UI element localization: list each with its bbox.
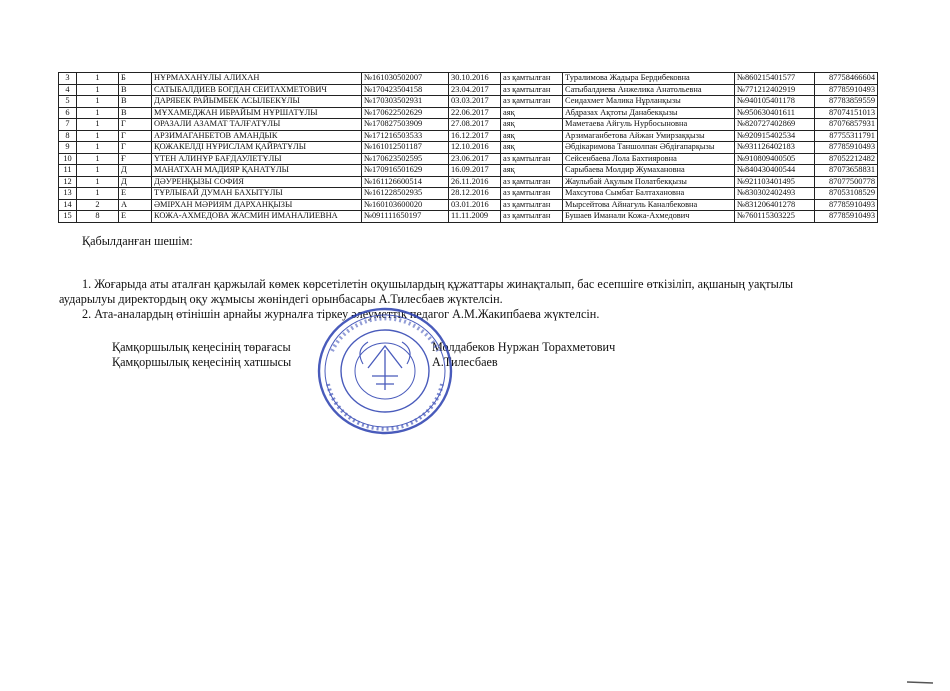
cell-parent-iin: №760115303225 (735, 211, 815, 223)
cell-class-letter: Б (119, 73, 152, 85)
cell-student-iin: №170623502595 (362, 153, 449, 165)
cell-student-name: МҰХАМЕДЖАН ИБРАЙЫМ НҰРШАТҰЛЫ (152, 107, 362, 119)
cell-student-name: КОЖА-АХМЕДОВА ЖАСМИН ИМАНАЛИЕВНА (152, 211, 362, 223)
cell-birth-date: 03.03.2017 (449, 96, 501, 108)
cell-phone: 87077500778 (815, 176, 878, 188)
cell-category: аяқ (501, 142, 563, 154)
cell-grade: 1 (77, 130, 119, 142)
cell-parent-name: Сатыбалдиева Анжелика Анатольевна (563, 84, 735, 96)
cell-grade: 1 (77, 165, 119, 177)
cell-class-letter: В (119, 84, 152, 96)
cell-grade: 1 (77, 96, 119, 108)
cell-phone: 87785910493 (815, 211, 878, 223)
cell-student-iin: №170916501629 (362, 165, 449, 177)
official-stamp-seal (316, 306, 454, 436)
cell-category: аяқ (501, 119, 563, 131)
cell-student-iin: №161126600514 (362, 176, 449, 188)
table-row (59, 73, 878, 85)
cell-student-iin: №170622502629 (362, 107, 449, 119)
recipients-table (58, 72, 878, 223)
cell-birth-date: 11.11.2009 (449, 211, 501, 223)
table-row (59, 107, 878, 119)
cell-student-iin: №160103600020 (362, 199, 449, 211)
cell-parent-name: Туралимова Жадыра Бердибековна (563, 73, 735, 85)
secretary-title: Қамқоршылық кеңесінің хатшысы (112, 355, 292, 369)
cell-row-number: 11 (59, 165, 77, 177)
chair-title: Қамқоршылық кеңесінің төрағасы (112, 340, 291, 354)
cell-grade: 8 (77, 211, 119, 223)
cell-parent-iin: №920915402534 (735, 130, 815, 142)
cell-birth-date: 12.10.2016 (449, 142, 501, 154)
cell-grade: 1 (77, 107, 119, 119)
cell-student-iin: №161012501187 (362, 142, 449, 154)
cell-student-iin: №171216503533 (362, 130, 449, 142)
cell-category: аз қамтылған (501, 199, 563, 211)
cell-student-name: ДАРЯБЕК РАЙЫМБЕК АСЫЛБЕКҰЛЫ (152, 96, 362, 108)
chair-name: Молдабеков Нуржан Торахметович (432, 340, 616, 354)
cell-parent-name: Арзимаганбетова Айжан Умирзаққызы (563, 130, 735, 142)
cell-category: аз қамтылған (501, 73, 563, 85)
cell-parent-iin: №860215401577 (735, 73, 815, 85)
corner-scan-mark (905, 680, 935, 685)
cell-parent-iin: №940105401178 (735, 96, 815, 108)
cell-grade: 1 (77, 153, 119, 165)
cell-birth-date: 28.12.2016 (449, 188, 501, 200)
cell-parent-iin: №831206401278 (735, 199, 815, 211)
cell-student-name: АРЗИМАГАНБЕТОВ АМАНДЫК (152, 130, 362, 142)
cell-phone: 87785910493 (815, 84, 878, 96)
decision-item-2: 2. Ата-аналардың өтінішін арнайы журналға тіркеу әлеуметтік педагог А.М.Жакипбаева жүктелсін. (82, 307, 600, 321)
table-row (59, 211, 878, 223)
cell-category: аз қамтылған (501, 96, 563, 108)
decision-heading: Қабылданған шешім: (82, 234, 193, 248)
cell-parent-iin: №820727402869 (735, 119, 815, 131)
cell-category: аяқ (501, 165, 563, 177)
cell-parent-name: Сарыбаева Молдир Жумахановна (563, 165, 735, 177)
table-row (59, 142, 878, 154)
cell-student-iin: №170827503909 (362, 119, 449, 131)
cell-phone: 87074151013 (815, 107, 878, 119)
cell-phone: 87785910493 (815, 199, 878, 211)
cell-row-number: 7 (59, 119, 77, 131)
cell-class-letter: Ғ (119, 153, 152, 165)
cell-student-name: НҰРМАХАНҰЛЫ АЛИХАН (152, 73, 362, 85)
cell-phone: 87073658831 (815, 165, 878, 177)
table-row (59, 130, 878, 142)
cell-class-letter: А (119, 199, 152, 211)
cell-student-name: ТҰРЛЫБАЙ ДУМАН БАХЫТҰЛЫ (152, 188, 362, 200)
cell-class-letter: Е (119, 188, 152, 200)
cell-student-iin: №161228502935 (362, 188, 449, 200)
cell-birth-date: 22.06.2017 (449, 107, 501, 119)
cell-phone: 87783859559 (815, 96, 878, 108)
cell-birth-date: 23.06.2017 (449, 153, 501, 165)
cell-phone: 87785910493 (815, 142, 878, 154)
cell-row-number: 10 (59, 153, 77, 165)
cell-row-number: 4 (59, 84, 77, 96)
cell-grade: 1 (77, 142, 119, 154)
decision-item-1-line-1: 1. Жоғарыда аты аталған қаржылай көмек көрсетілетін оқушылардың құжаттары жинақталып, бас есепшіге өткізіліп, ақшаның уақтылы (82, 277, 794, 291)
table-row (59, 84, 878, 96)
cell-parent-name: Мырсейтова Айнагуль Каналбековна (563, 199, 735, 211)
cell-row-number: 13 (59, 188, 77, 200)
cell-phone: 87755311791 (815, 130, 878, 142)
cell-birth-date: 03.01.2016 (449, 199, 501, 211)
cell-category: аз қамтылған (501, 211, 563, 223)
table-row (59, 153, 878, 165)
cell-birth-date: 16.12.2017 (449, 130, 501, 142)
table-row (59, 96, 878, 108)
cell-row-number: 6 (59, 107, 77, 119)
cell-parent-name: Маметаева Айгуль Нурбосыновна (563, 119, 735, 131)
cell-row-number: 9 (59, 142, 77, 154)
table-row (59, 176, 878, 188)
cell-student-name: ОРАЗАЛИ АЗАМАТ ТАЛҒАТҰЛЫ (152, 119, 362, 131)
cell-student-name: САТЫБАЛДИЕВ БОГДАН СЕИТАХМЕТОВИЧ (152, 84, 362, 96)
cell-student-iin: №170303502931 (362, 96, 449, 108)
cell-phone: 87076857931 (815, 119, 878, 131)
cell-parent-name: Әбдікаримова Таншолпан Әбдіғапарқызы (563, 142, 735, 154)
table-row (59, 165, 878, 177)
cell-birth-date: 26.11.2016 (449, 176, 501, 188)
cell-parent-name: Абдразах Ақтоты Данабекқызы (563, 107, 735, 119)
cell-class-letter: Д (119, 176, 152, 188)
cell-row-number: 5 (59, 96, 77, 108)
cell-student-name: ДӘУРЕНҚЫЗЫ СОФИЯ (152, 176, 362, 188)
cell-parent-iin: №830302402493 (735, 188, 815, 200)
cell-student-iin: №161030502007 (362, 73, 449, 85)
cell-student-iin: №170423504158 (362, 84, 449, 96)
cell-parent-name: Бушаев Иманали Кожа-Ахмедович (563, 211, 735, 223)
cell-parent-iin: №931126402183 (735, 142, 815, 154)
cell-phone: 87758466604 (815, 73, 878, 85)
cell-category: аяқ (501, 107, 563, 119)
cell-class-letter: В (119, 96, 152, 108)
cell-class-letter: Д (119, 165, 152, 177)
cell-grade: 1 (77, 73, 119, 85)
cell-birth-date: 27.08.2017 (449, 119, 501, 131)
cell-class-letter: В (119, 107, 152, 119)
cell-row-number: 12 (59, 176, 77, 188)
cell-student-name: ҮТЕН АЛИНҰР БАҒДАУЛЕТҰЛЫ (152, 153, 362, 165)
cell-student-name: ӘМІРХАН МӘРИЯМ ДАРХАНҚЫЗЫ (152, 199, 362, 211)
cell-student-name: ҚОЖАКЕЛДІ НҰРИСЛАМ ҚАЙРАТҰЛЫ (152, 142, 362, 154)
cell-grade: 1 (77, 188, 119, 200)
cell-row-number: 14 (59, 199, 77, 211)
cell-row-number: 8 (59, 130, 77, 142)
cell-birth-date: 16.09.2017 (449, 165, 501, 177)
cell-parent-iin: №910809400505 (735, 153, 815, 165)
cell-class-letter: Г (119, 119, 152, 131)
cell-parent-name: Махсутова Сымбат Балтахановна (563, 188, 735, 200)
cell-category: аз қамтылған (501, 176, 563, 188)
cell-row-number: 15 (59, 211, 77, 223)
cell-category: аз қамтылған (501, 84, 563, 96)
cell-phone: 87052212482 (815, 153, 878, 165)
cell-grade: 1 (77, 119, 119, 131)
secretary-name: А.Тилесбаев (432, 355, 498, 369)
cell-birth-date: 30.10.2016 (449, 73, 501, 85)
cell-parent-iin: №771212402919 (735, 84, 815, 96)
decision-item-1-line-2: аударылуы директордың оқу жұмысы жөніндегі орынбасары А.Тилесбаев жүктелсін. (59, 292, 503, 306)
table-row (59, 188, 878, 200)
cell-birth-date: 23.04.2017 (449, 84, 501, 96)
cell-parent-name: Жаулыбай Ақулым Полатбекқызы (563, 176, 735, 188)
cell-parent-iin: №840430400544 (735, 165, 815, 177)
cell-student-iin: №091111650197 (362, 211, 449, 223)
cell-class-letter: Е (119, 211, 152, 223)
cell-student-name: МАНАТХАН МАДИЯР ҚАНАТҰЛЫ (152, 165, 362, 177)
cell-parent-iin: №921103401495 (735, 176, 815, 188)
table-row (59, 119, 878, 131)
cell-category: аз қамтылған (501, 153, 563, 165)
cell-grade: 1 (77, 84, 119, 96)
cell-grade: 1 (77, 176, 119, 188)
cell-category: аяқ (501, 130, 563, 142)
table-row (59, 199, 878, 211)
cell-class-letter: Г (119, 142, 152, 154)
cell-row-number: 3 (59, 73, 77, 85)
cell-category: аз қамтылған (501, 188, 563, 200)
cell-parent-name: Сеидахмет Малика Нұрланқызы (563, 96, 735, 108)
cell-class-letter: Г (119, 130, 152, 142)
cell-parent-iin: №950630401611 (735, 107, 815, 119)
cell-phone: 87053108529 (815, 188, 878, 200)
cell-grade: 2 (77, 199, 119, 211)
cell-parent-name: Сейсенбаева Лола Бахтияровна (563, 153, 735, 165)
